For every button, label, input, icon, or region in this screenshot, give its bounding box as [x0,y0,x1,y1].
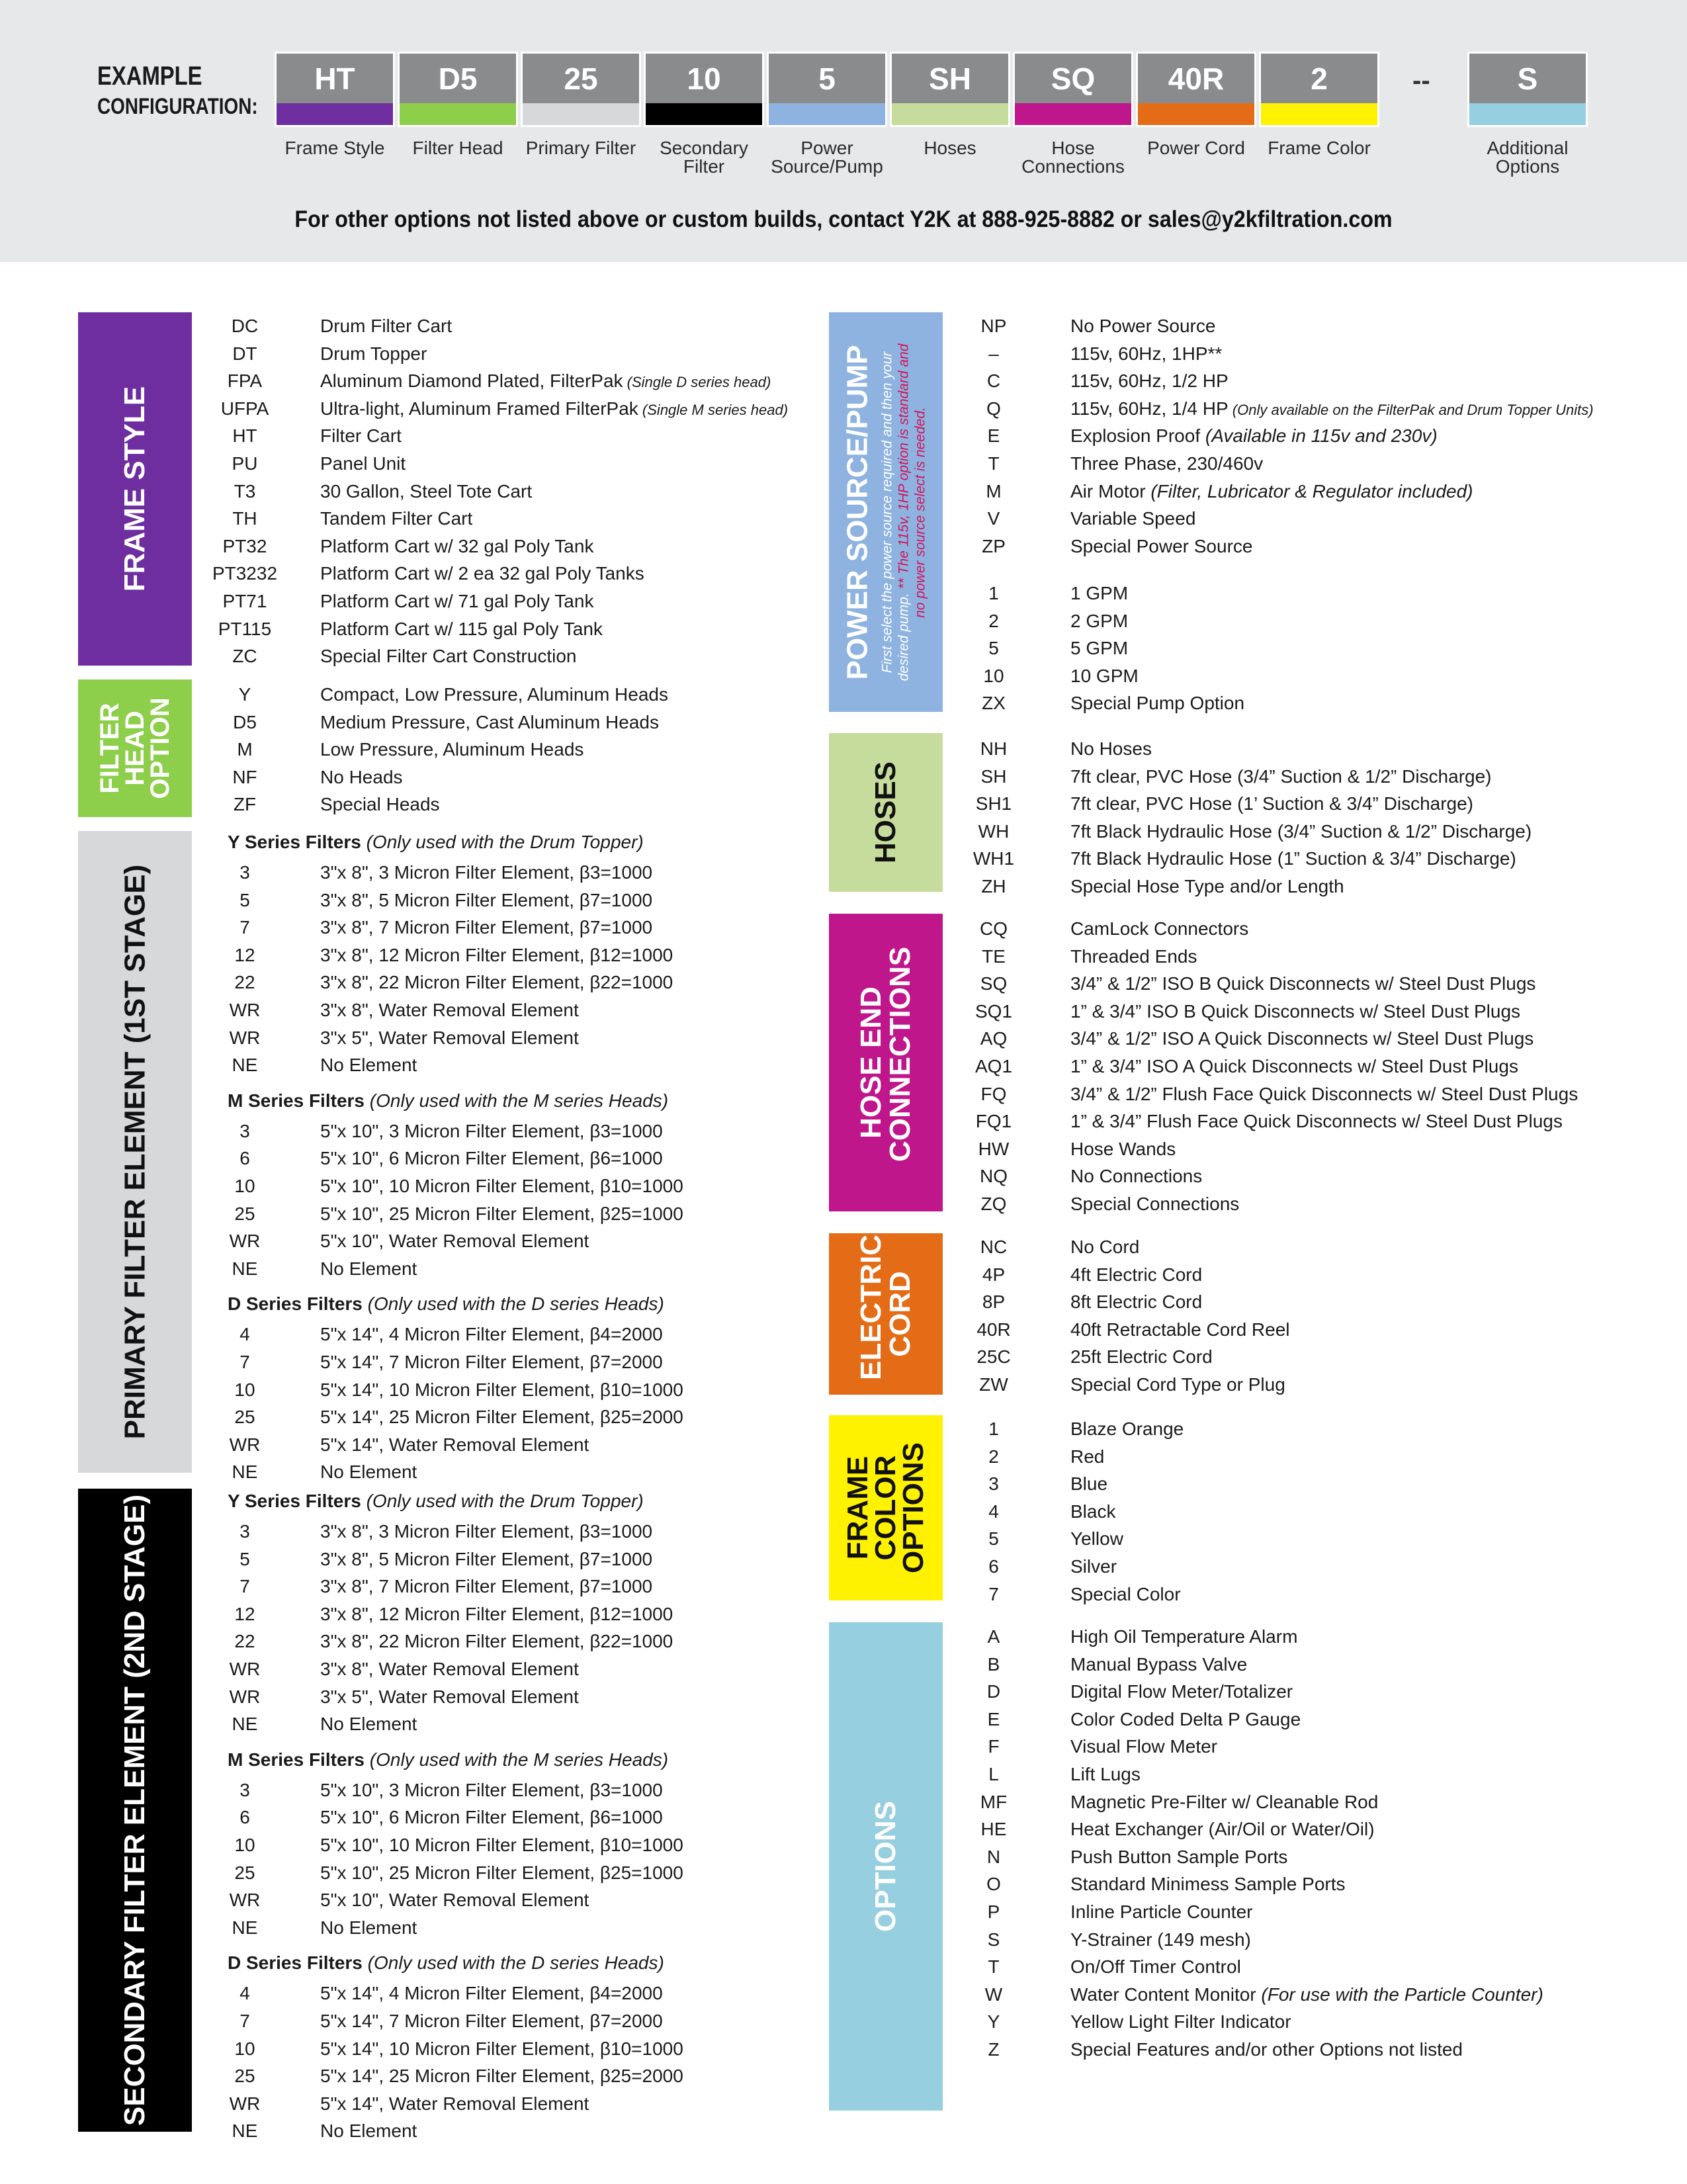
config-code: 40R [1136,52,1256,103]
option-description: Ultra-light, Aluminum Framed FilterPak (Single M series head) [320,398,789,419]
power-note: First select the power source required and then your desired pump. ** The 115v, 1HP option is standard and no power source select is needed. [879,343,928,681]
option-code: WR [229,1686,261,1707]
option-code: Q [986,398,1001,419]
option-code: HW [978,1138,1010,1159]
option-description: Special Hose Type and/or Length [1070,876,1344,896]
option-code: TH [232,508,257,529]
section-filter-head: FILTER HEAD OPTION [78,679,192,817]
option-code: 3 [239,1120,250,1141]
option-code: C [986,371,1001,392]
config-label: Primary Filter [525,138,636,158]
option-description: Push Button Sample Ports [1070,1846,1288,1867]
option-description: Platform Cart w/ 2 ea 32 gal Poly Tanks [320,563,644,584]
option-code: 6 [239,1807,250,1828]
option-description: 5"x 14", 10 Micron Filter Element, β10=1000 [320,2038,683,2059]
option-code: SQ [980,973,1008,994]
option-code: N [986,1846,1001,1867]
option-code: FPA [227,371,263,392]
option-code: ZP [982,535,1006,556]
option-description: 5"x 14", 7 Micron Filter Element, β7=2000 [320,1352,663,1372]
option-description: 5"x 10", 25 Micron Filter Element, β25=1000 [320,1203,683,1224]
option-code: AQ [980,1028,1008,1049]
option-code: ZX [982,693,1006,714]
option-code: 40R [976,1319,1011,1340]
option-code: 22 [234,972,255,993]
example-configuration-label: EXAMPLE CONFIGURATION: [97,62,258,119]
option-code: SQ1 [974,1000,1013,1022]
option-description: Drum Topper [320,343,427,364]
option-description: 5"x 14", 10 Micron Filter Element, β10=1000 [320,1379,683,1400]
option-code: O [986,1874,1001,1895]
option-code: 10 [983,665,1004,686]
option-description: Special Connections [1070,1194,1240,1214]
option-description: Silver [1070,1556,1117,1577]
option-description: Filter Cart [320,425,402,447]
option-code: NE [232,1055,258,1076]
option-description: 5"x 14", 25 Micron Filter Element, β25=2000 [320,1407,683,1428]
option-code: 7 [239,1352,250,1372]
option-description: 5"x 14", 25 Micron Filter Element, β25=2000 [320,2066,683,2087]
option-code: NC [980,1237,1008,1257]
option-code: HE [980,1819,1007,1840]
option-code: 2 [988,1446,999,1467]
option-description: 30 Gallon, Steel Tote Cart [320,480,533,502]
option-description: 3"x 8", 3 Micron Filter Element, β3=1000 [320,862,653,883]
option-description: 5 GPM [1070,638,1129,659]
option-code: 25 [234,1203,255,1224]
option-description: Inline Particle Counter [1070,1901,1253,1922]
config-code: 2 [1259,52,1379,103]
option-code: NE [232,1462,258,1483]
option-code: A [987,1626,1000,1647]
option-code: 3 [988,1473,999,1495]
option-description: CamLock Connectors [1070,918,1249,939]
option-description: No Element [320,1917,417,1938]
config-label: Power Cord [1147,138,1245,158]
option-description: Black [1070,1501,1116,1522]
option-code: 7 [239,1576,250,1597]
section-frame-style: FRAME STYLE [78,312,192,666]
option-code: T [988,453,1000,474]
option-description: Yellow Light Filter Indicator [1070,2011,1291,2032]
section-electric-cord: ELECTRIC CORD [829,1233,943,1395]
option-code: 5 [239,889,250,910]
option-description: 3"x 8", 5 Micron Filter Element, β7=1000 [320,1548,653,1569]
option-code: B [987,1653,1000,1675]
option-code: M [237,739,253,760]
filter-series-heading: M Series Filters (Only used with the M series Heads) [228,1749,669,1770]
config-label: Frame Style [284,138,385,158]
option-description: No Hoses [1070,738,1152,759]
option-code: T3 [234,480,256,502]
option-code: NE [232,1258,258,1279]
option-code: ZH [981,876,1006,896]
option-code: DC [231,316,259,336]
config-item [890,52,1010,157]
option-code: HT [232,425,257,447]
config-color-stripe [521,103,641,127]
option-description: Special Heads [320,794,440,815]
option-description: 7ft Black Hydraulic Hose (1” Suction & 3/4” Discharge) [1070,848,1516,869]
config-color-stripe [767,103,887,127]
option-code: NF [232,766,257,787]
option-description: Special Cord Type or Plug [1070,1374,1285,1395]
section-hose-end: HOSE END CONNECTIONS [829,914,943,1211]
section-power-source: POWER SOURCE/PUMP First select the power source required and then your desired pump. ** The 115v, 1HP option is standard and no power source select is needed. [829,312,943,712]
option-description: 5"x 10", 10 Micron Filter Element, β10=1000 [320,1835,683,1855]
option-code: 3 [239,862,250,883]
option-description: 5"x 14", Water Removal Element [320,2093,589,2114]
section-primary-filter: PRIMARY FILTER ELEMENT (1ST STAGE) [78,831,192,1473]
option-code: NE [232,1714,258,1735]
option-description: Aluminum Diamond Plated, FilterPak (Single D series head) [320,371,771,392]
option-description: 5"x 10", 3 Micron Filter Element, β3=1000 [320,1779,663,1800]
option-code: 8P [982,1291,1006,1313]
config-item [521,52,641,157]
config-label: Power Source/Pump [771,138,883,177]
option-code: F [988,1736,1000,1757]
config-code: SQ [1013,52,1133,103]
option-description: Standard Minimess Sample Ports [1070,1874,1346,1895]
option-code: 6 [988,1556,999,1577]
option-description: Special Pump Option [1070,693,1245,714]
config-label: Hoses [924,138,976,158]
option-code: 4 [988,1501,999,1522]
option-code: D5 [233,711,257,732]
config-item [275,52,395,157]
option-code: 3 [239,1779,250,1800]
option-description: Compact, Low Pressure, Aluminum Heads [320,684,668,705]
option-description: 5"x 14", 4 Micron Filter Element, β4=2000 [320,1983,663,2004]
option-description: 5"x 14", 4 Micron Filter Element, β4=2000 [320,1324,663,1345]
option-code: 1 [988,583,999,603]
option-description: 3"x 8", 7 Micron Filter Element, β7=1000 [320,917,653,938]
option-code: PT32 [222,535,267,556]
option-description: Red [1070,1446,1105,1467]
option-code: 12 [234,944,255,965]
option-code: Y [987,2011,1000,2032]
option-code: S [987,1929,1000,1950]
option-description: 3/4” & 1/2” Flush Face Quick Disconnects w/ Steel Dust Plugs [1070,1083,1579,1104]
option-code: 25C [976,1346,1011,1368]
option-code: D [986,1681,1001,1702]
option-description: Platform Cart w/ 32 gal Poly Tank [320,535,594,556]
option-description: Special Color [1070,1583,1181,1604]
option-code: PU [232,453,258,474]
option-description: Variable Speed [1070,508,1196,529]
option-code: 4 [239,1324,250,1345]
option-code: 7 [988,1583,999,1604]
option-code: WR [229,1659,261,1679]
option-description: 3"x 8", 3 Micron Filter Element, β3=1000 [320,1521,653,1542]
option-description: 5"x 10", 6 Micron Filter Element, β6=1000 [320,1148,663,1169]
option-description: 5"x 10", Water Removal Element [320,1231,589,1252]
option-code: TE [982,945,1006,967]
option-code: 2 [988,610,999,631]
option-description: No Cord [1070,1237,1140,1257]
option-code: L [988,1764,999,1784]
option-code: NE [232,1917,258,1938]
config-color-stripe [1259,103,1379,127]
config-item [1013,52,1133,176]
option-code: V [987,508,1000,529]
config-code: 25 [521,52,641,103]
option-description: 3"x 8", 7 Micron Filter Element, β7=1000 [320,1576,653,1597]
config-code: 10 [644,52,764,103]
option-description: No Element [320,1714,417,1735]
option-description: 4ft Electric Cord [1070,1264,1203,1285]
option-description: Threaded Ends [1070,945,1197,967]
config-color-stripe [1467,103,1588,127]
config-item [398,52,518,157]
option-description: 1” & 3/4” Flush Face Quick Disconnects w/ Steel Dust Plugs [1070,1111,1563,1132]
option-description: Low Pressure, Aluminum Heads [320,739,584,760]
option-description: 7ft clear, PVC Hose (1’ Suction & 3/4” Discharge) [1070,793,1473,814]
option-code: WR [229,1231,261,1252]
option-description: Special Power Source [1070,535,1253,556]
option-description: 5"x 10", Water Removal Element [320,1890,589,1911]
option-code: AQ1 [974,1056,1013,1076]
option-code: Y [238,684,251,705]
option-description: 1 GPM [1070,583,1129,603]
config-item [1136,52,1256,157]
option-description: Special Filter Cart Construction [320,646,577,667]
option-description: 3/4” & 1/2” ISO A Quick Disconnects w/ Steel Dust Plugs [1070,1028,1534,1049]
option-description: Lift Lugs [1070,1764,1141,1784]
option-code: ZF [233,794,257,815]
option-description: 5"x 10", 25 Micron Filter Element, β25=1000 [320,1862,683,1883]
option-code: WH1 [973,848,1015,869]
option-description: 115v, 60Hz, 1/2 HP [1070,371,1229,392]
option-code: 5 [239,1548,250,1569]
option-code: 10 [234,1379,255,1400]
section-hoses: HOSES [829,733,943,892]
option-description: 5"x 14", 7 Micron Filter Element, β7=2000 [320,2011,663,2031]
option-description: Digital Flow Meter/Totalizer [1070,1681,1293,1702]
option-description: 3"x 8", Water Removal Element [320,1000,579,1020]
option-description: On/Off Timer Control [1070,1956,1241,1978]
option-description: 1” & 3/4” ISO A Quick Disconnects w/ Steel Dust Plugs [1070,1056,1518,1076]
option-code: – [988,343,999,364]
option-code: ZC [232,646,257,667]
option-description: Blue [1070,1473,1108,1495]
option-description: 3"x 8", 12 Micron Filter Element, β12=1000 [320,944,673,965]
config-color-stripe [398,103,518,127]
config-code: SH [890,52,1010,103]
option-code: NQ [980,1166,1008,1187]
option-description: 3/4” & 1/2” ISO B Quick Disconnects w/ Steel Dust Plugs [1070,973,1536,994]
option-description: 7ft clear, PVC Hose (3/4” Suction & 1/2” Discharge) [1070,765,1492,787]
option-description: No Element [320,2120,417,2142]
config-color-stripe [1013,103,1133,127]
config-code: S [1467,52,1588,103]
option-code: E [987,1708,1000,1729]
filter-series-heading: M Series Filters (Only used with the M series Heads) [228,1090,669,1111]
option-code: Z [988,2039,1000,2060]
option-code: FQ [980,1083,1007,1104]
config-label: Secondary Filter [660,138,748,177]
option-code: WR [229,2093,261,2114]
option-code: W [984,1984,1003,2005]
option-description: Tandem Filter Cart [320,508,473,529]
option-code: 7 [239,2011,250,2031]
option-code: 7 [239,917,250,938]
option-description: 10 GPM [1070,665,1139,686]
option-description: No Element [320,1055,417,1076]
option-description: No Power Source [1070,316,1216,336]
option-description: 3"x 8", 22 Micron Filter Element, β22=1000 [320,972,673,993]
config-code: HT [275,52,395,103]
option-description: Hose Wands [1070,1138,1176,1159]
option-description: Panel Unit [320,453,406,474]
option-description: No Connections [1070,1166,1203,1187]
option-code: 25 [234,2066,255,2087]
option-code: WR [229,1434,261,1455]
option-description: 3"x 8", 22 Micron Filter Element, β22=1000 [320,1631,673,1652]
option-code: UFPA [220,398,269,419]
config-item [1259,52,1379,157]
option-description: Water Content Monitor (For use with the Particle Counter) [1070,1984,1543,2005]
option-code: SH [980,765,1007,787]
option-code: ZW [979,1374,1008,1395]
option-description: Drum Filter Cart [320,316,453,336]
option-description: Air Motor (Filter, Lubricator & Regulator included) [1070,480,1473,502]
option-code: DT [232,343,257,364]
config-label: Frame Color [1268,138,1371,158]
option-code: WR [229,1000,261,1020]
option-code: PT71 [222,591,267,611]
option-code: SH1 [975,793,1012,814]
option-code: ZQ [980,1194,1007,1214]
option-code: 22 [234,1631,255,1652]
option-description: No Heads [320,766,403,787]
filter-series-heading: Y Series Filters (Only used with the Drum Topper) [228,1491,644,1511]
option-code: 10 [234,1176,255,1196]
option-description: Visual Flow Meter [1070,1736,1218,1757]
option-code: 4P [982,1264,1006,1285]
option-description: 3"x 5", Water Removal Element [320,1027,579,1048]
option-description: Yellow [1070,1528,1123,1550]
option-code: 10 [234,1835,255,1855]
option-description: 5"x 10", 6 Micron Filter Element, β6=1000 [320,1807,663,1828]
filter-series-heading: Y Series Filters (Only used with the Drum Topper) [228,832,644,852]
option-description: Manual Bypass Valve [1070,1653,1248,1675]
option-code: 6 [239,1148,250,1169]
option-code: 10 [234,2038,255,2059]
option-description: Heat Exchanger (Air/Oil or Water/Oil) [1070,1819,1375,1840]
option-code: NH [980,738,1008,759]
option-description: 8ft Electric Cord [1070,1291,1203,1313]
option-code: 4 [239,1983,250,2004]
option-code: T [988,1956,1000,1978]
section-secondary-filter: SECONDARY FILTER ELEMENT (2ND STAGE) [78,1489,192,2132]
option-code: WR [229,1027,261,1048]
option-description: No Element [320,1258,417,1279]
option-code: P [987,1901,1000,1922]
option-code: 12 [234,1603,255,1624]
config-label: Hose Connections [1021,138,1125,177]
option-code: 5 [988,1528,999,1550]
section-options: OPTIONS [829,1622,943,2111]
option-description: Three Phase, 230/460v [1070,453,1264,474]
header-band [0,0,1687,262]
option-description: Blaze Orange [1070,1419,1184,1439]
option-description: 3"x 8", 5 Micron Filter Element, β7=1000 [320,889,653,910]
option-description: Explosion Proof (Available in 115v and 230v) [1070,425,1438,447]
option-code: PT3232 [212,563,278,584]
option-description: 2 GPM [1070,610,1129,631]
config-color-stripe [275,103,395,127]
option-description: Magnetic Pre-Filter w/ Cleanable Rod [1070,1791,1379,1812]
config-color-stripe [1136,103,1256,127]
option-code: NP [980,316,1007,336]
option-code: NE [232,2120,258,2142]
option-description: 115v, 60Hz, 1HP** [1070,343,1223,364]
filter-series-heading: D Series Filters (Only used with the D series Heads) [228,1293,664,1315]
separator-dash: -- [1412,66,1430,95]
section-frame-color: FRAME COLOR OPTIONS [829,1415,943,1600]
config-item [1467,52,1588,176]
option-code: WH [978,820,1010,842]
config-color-stripe [890,103,1010,127]
option-description: Medium Pressure, Cast Aluminum Heads [320,711,659,732]
config-item [644,52,764,176]
option-description: Y-Strainer (149 mesh) [1070,1929,1251,1950]
option-description: Platform Cart w/ 115 gal Poly Tank [320,618,603,639]
option-description: 115v, 60Hz, 1/4 HP (Only available on the FilterPak and Drum Topper Units) [1070,398,1594,419]
option-description: 7ft Black Hydraulic Hose (3/4” Suction & 1/2” Discharge) [1070,820,1532,842]
option-code: CQ [980,918,1008,939]
config-label: Filter Head [412,138,503,158]
option-code: 5 [988,638,999,659]
option-code: E [987,425,1000,447]
option-description: 3"x 8", Water Removal Element [320,1659,579,1679]
option-description: 40ft Retractable Cord Reel [1070,1319,1290,1340]
config-label: Additional Options [1487,138,1569,177]
option-description: No Element [320,1462,417,1483]
option-code: PT115 [218,618,272,639]
option-code: 3 [239,1521,250,1542]
filter-series-heading: D Series Filters (Only used with the D series Heads) [228,1952,664,1974]
option-code: MF [980,1791,1008,1812]
config-color-stripe [644,103,764,127]
option-description: Color Coded Delta P Gauge [1070,1708,1301,1729]
config-code: D5 [398,52,518,103]
option-code: 1 [988,1419,999,1439]
option-code: FQ1 [975,1111,1012,1132]
config-item [767,52,887,176]
option-code: 25 [234,1407,255,1428]
option-code: WR [229,1890,261,1911]
option-code: 25 [234,1862,255,1883]
option-description: Platform Cart w/ 71 gal Poly Tank [320,591,594,611]
option-description: 3"x 5", Water Removal Element [320,1686,579,1707]
option-description: Special Features and/or other Options not listed [1070,2039,1463,2060]
option-description: 1” & 3/4” ISO B Quick Disconnects w/ Steel Dust Plugs [1070,1000,1521,1022]
option-description: 3"x 8", 12 Micron Filter Element, β12=1000 [320,1603,673,1624]
option-description: High Oil Temperature Alarm [1070,1626,1298,1647]
option-description: 5"x 10", 3 Micron Filter Element, β3=1000 [320,1120,663,1141]
contact-line: For other options not listed above or custom builds, contact Y2K at 888-925-8882 or sales@y2kfiltration.com [294,206,1393,232]
option-description: 25ft Electric Cord [1070,1346,1213,1368]
config-code: 5 [767,52,887,103]
option-description: 5"x 10", 10 Micron Filter Element, β10=1000 [320,1176,683,1196]
option-code: M [986,480,1002,502]
option-description: 5"x 14", Water Removal Element [320,1434,589,1455]
